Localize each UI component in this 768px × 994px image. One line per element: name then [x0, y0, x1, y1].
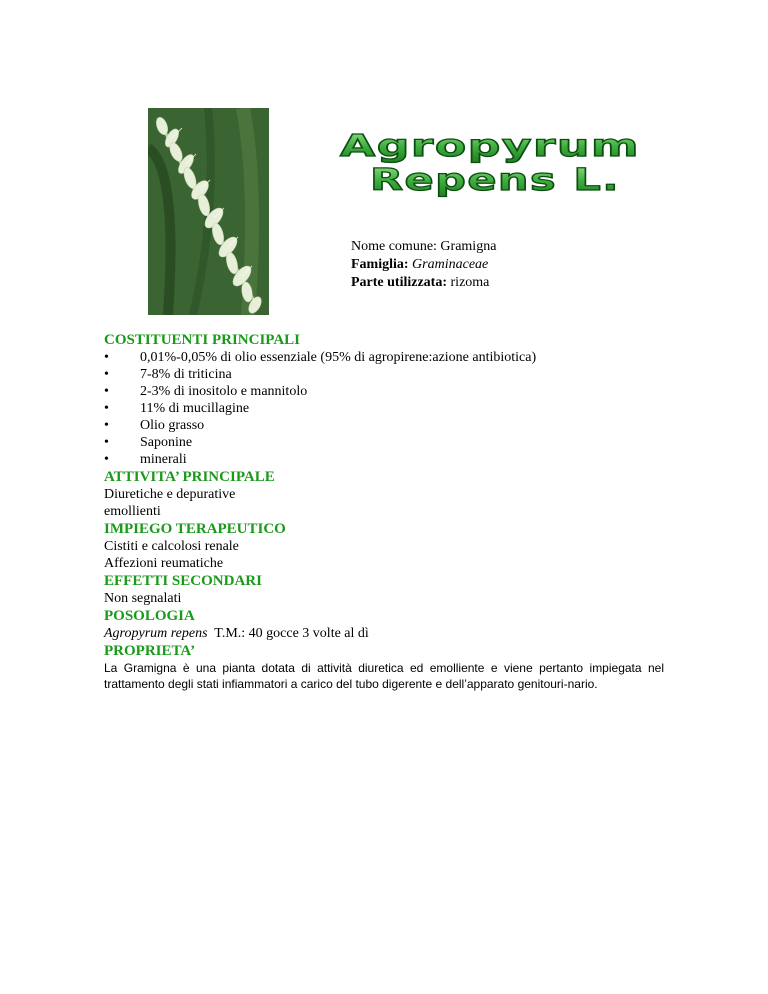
title-line2: Repens L.: [370, 163, 620, 198]
list-item-text: 7-8% di triticina: [140, 367, 232, 382]
grass-spike-image: [148, 108, 269, 315]
part-label: Parte utilizzata:: [351, 275, 451, 290]
side-effects-line: Non segnalati: [104, 591, 182, 606]
dosage-heading: POSOLOGIA: [104, 608, 195, 624]
info-block: [351, 238, 496, 292]
list-item: [104, 451, 664, 468]
therapy-line: Affezioni reumatiche: [104, 556, 224, 571]
bullet-icon: •: [104, 350, 109, 365]
list-item: [104, 366, 664, 383]
part-value: rizoma: [450, 275, 490, 290]
list-item: [104, 400, 664, 417]
activity-line: Diuretiche e depurative: [104, 487, 236, 502]
list-item: [104, 383, 664, 400]
therapy-heading: IMPIEGO TERAPEUTICO: [104, 521, 286, 537]
family-value: Graminaceae: [412, 257, 489, 272]
list-item-text: Olio grasso: [140, 418, 205, 433]
therapy-line: Cistiti e calcolosi renale: [104, 539, 239, 554]
main-content: [104, 331, 664, 692]
side-effects-heading: EFFETTI SECONDARI: [104, 573, 262, 589]
list-item-text: minerali: [140, 452, 187, 467]
list-item-text: 2-3% di inositolo e mannitolo: [140, 384, 308, 399]
bullet-icon: •: [104, 452, 109, 467]
list-item: [104, 434, 664, 451]
family-label: Famiglia:: [351, 257, 413, 272]
dosage-line: [104, 625, 664, 642]
constituents-heading: COSTITUENTI PRINCIPALI: [104, 332, 301, 348]
dosage-plant: Agropyrum repens: [104, 626, 208, 641]
bullet-icon: •: [104, 418, 109, 433]
activity-line: emollienti: [104, 504, 161, 519]
list-item-text: 0,01%-0,05% di olio essenziale (95% di agropirene:azione antibiotica): [140, 350, 537, 365]
properties-heading: PROPRIETA’: [104, 643, 196, 659]
list-item-text: Saponine: [140, 435, 193, 450]
list-item: [104, 417, 664, 434]
family-line: [351, 256, 496, 274]
activity-heading: ATTIVITA’ PRINCIPALE: [104, 469, 275, 485]
constituents-list: [104, 349, 664, 468]
part-line: [351, 274, 496, 292]
title-line1: Agropyrum: [340, 129, 640, 164]
bullet-icon: •: [104, 401, 109, 416]
list-item: [104, 349, 664, 366]
bullet-icon: •: [104, 384, 109, 399]
plant-photo: [148, 108, 269, 315]
common-name-value: Gramigna: [440, 239, 497, 254]
common-name-label: Nome comune:: [351, 239, 441, 254]
common-name-line: [351, 238, 496, 256]
bullet-icon: •: [104, 435, 109, 450]
title-logo: [330, 128, 650, 198]
properties-text: La Gramigna è una pianta dotata di attività diuretica ed emolliente e viene pertanto impiegata nel trattamento degli stati infiammatori a carico del tubo digerente e dell’apparato genitouri-nario.: [104, 661, 664, 691]
bullet-icon: •: [104, 367, 109, 382]
dosage-text: T.M.: 40 gocce 3 volte al dì: [207, 626, 369, 641]
list-item-text: 11% di mucillagine: [140, 401, 250, 416]
